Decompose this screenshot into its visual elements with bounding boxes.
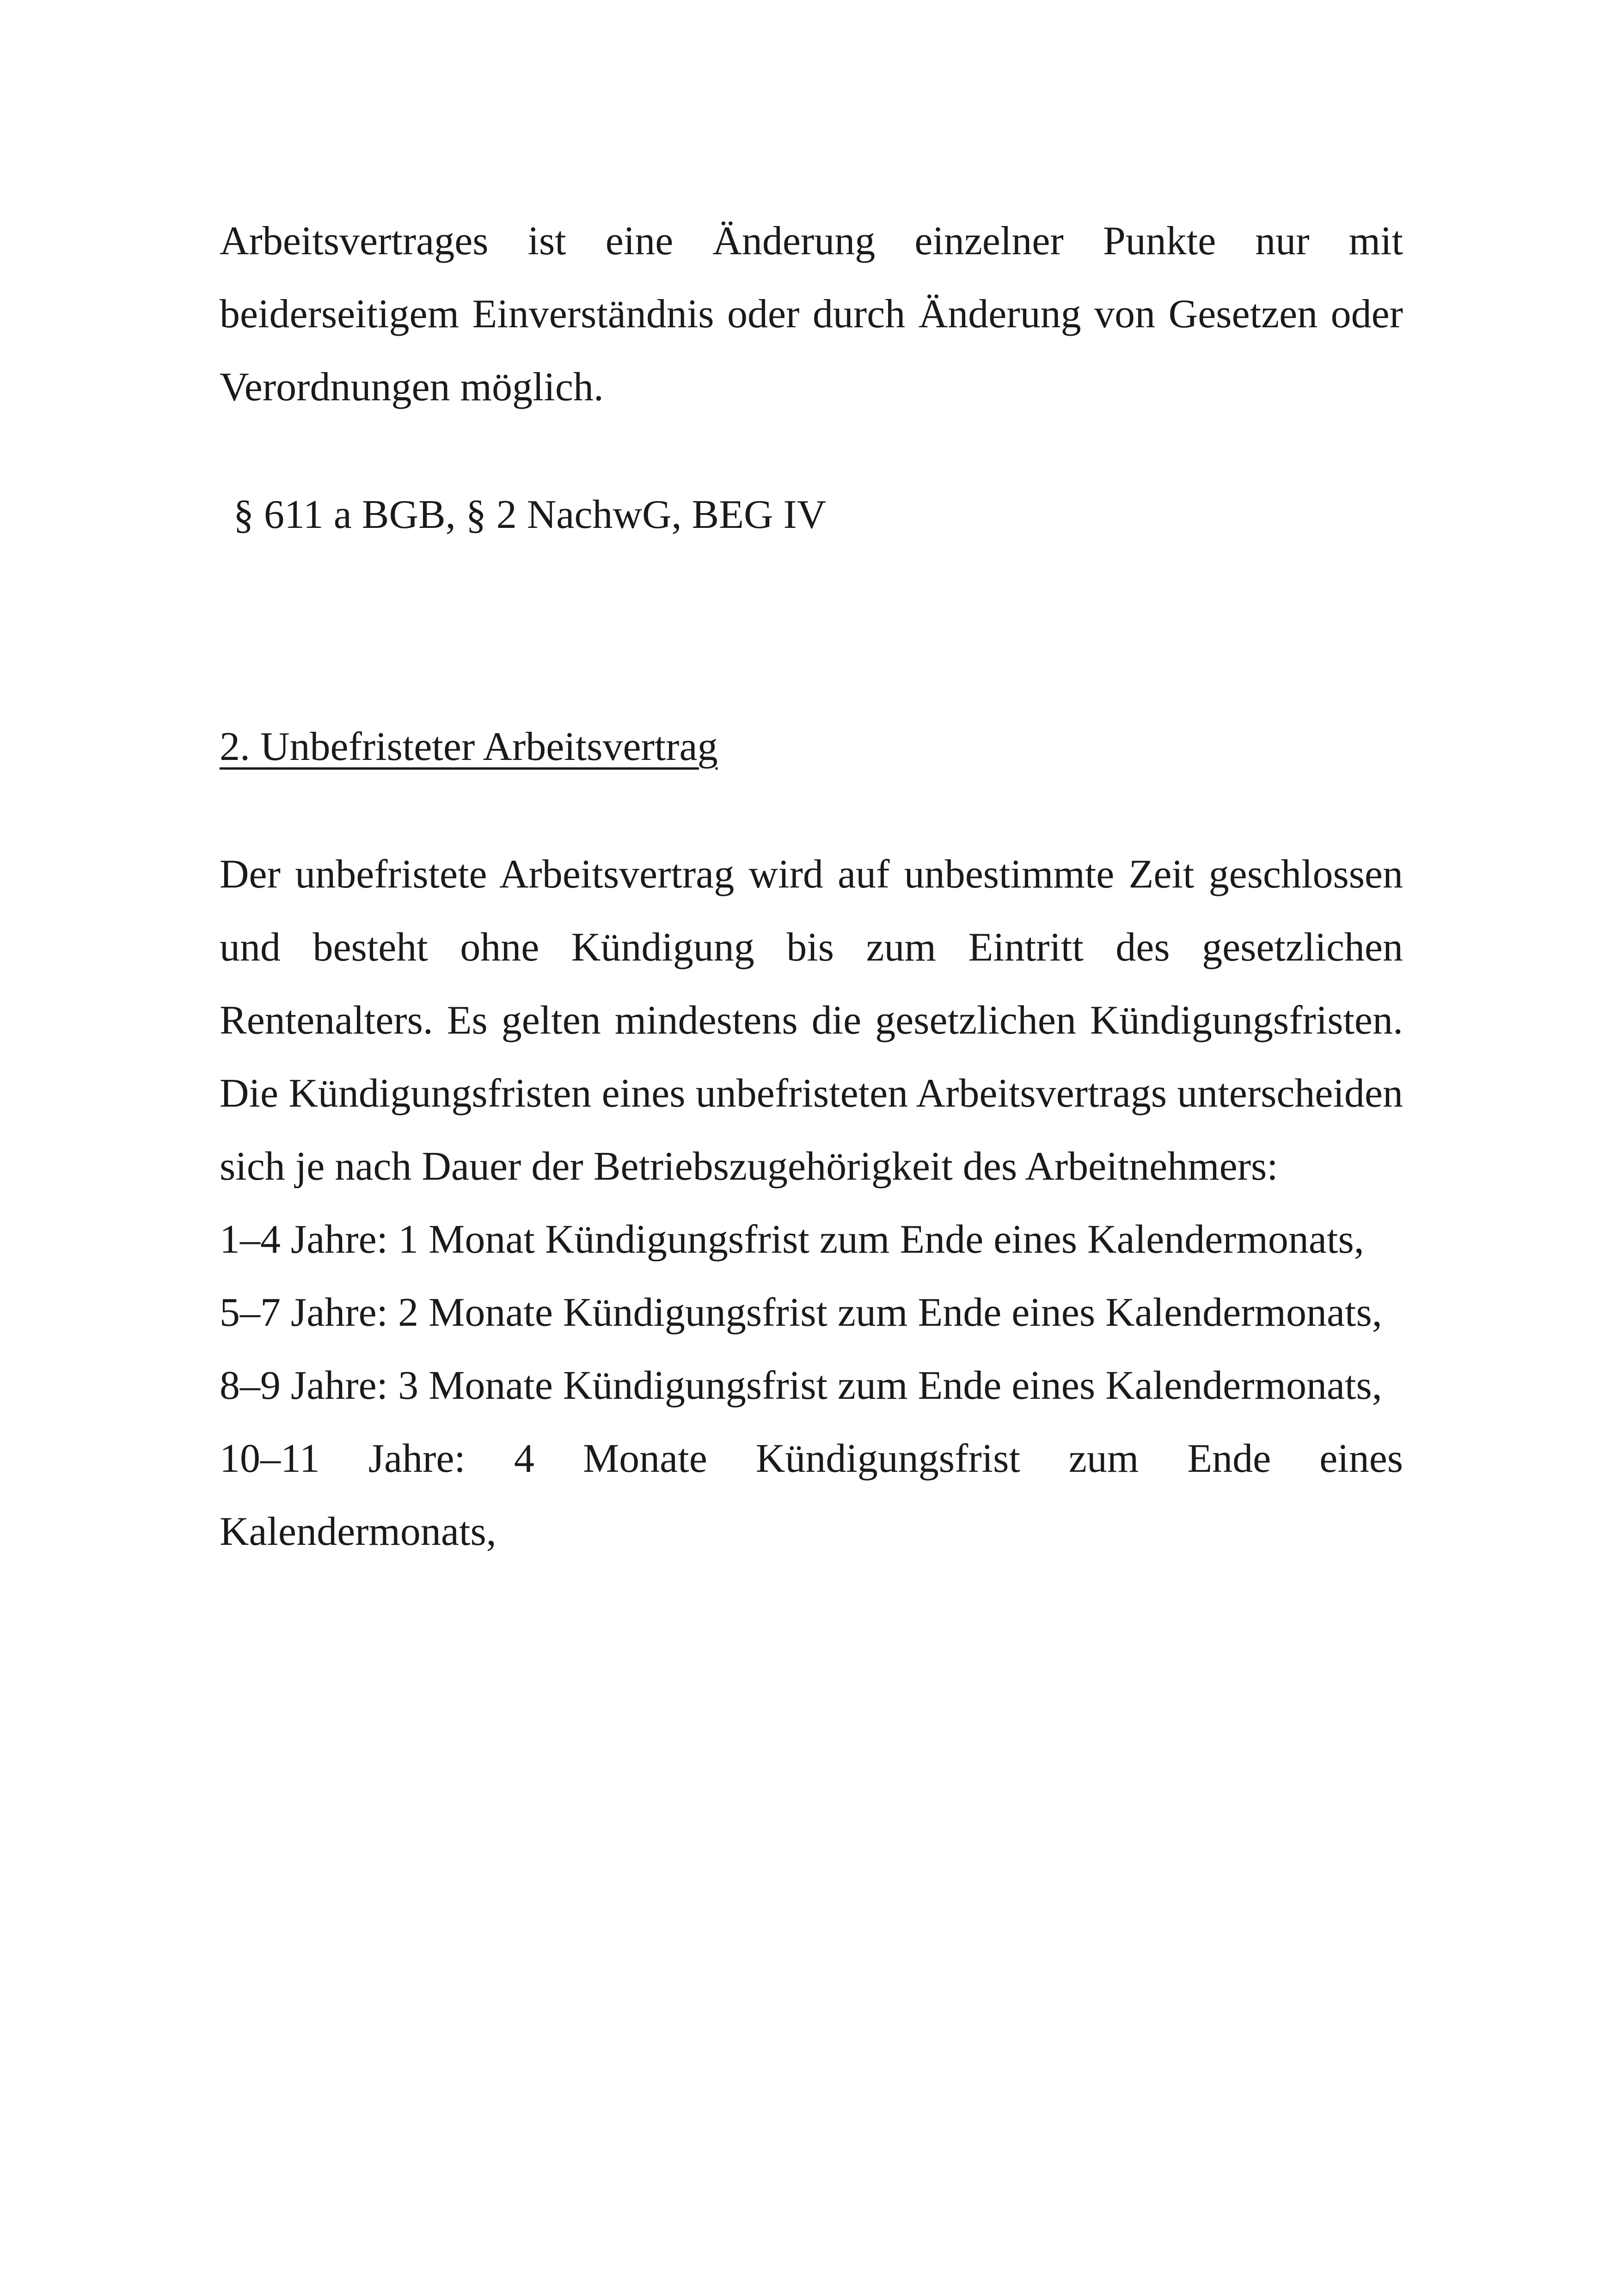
notice-period-item: 5–7 Jahre: 2 Monate Kündigungsfrist zum Ende eines Kalendermonats, (220, 1290, 1382, 1335)
legal-reference: § 611 a BGB, § 2 NachwG, BEG IV (233, 492, 827, 537)
section-intro-paragraph: Der unbefristete Arbeitsvertrag wird auf unbestimmte Zeit geschlossen und besteht ohne Kündigung bis zum Eintritt des gesetzlichen Rentenalters. Es gelten mindestens die gesetzlichen Kündigungsfristen. Die Kündigungsfristen eines unbefristeten Arbeitsvertrags unterscheiden sich je nach Dauer der Betriebszugehörigkeit des Arbeitnehmers: (220, 852, 1403, 1189)
notice-period-item: 8–9 Jahre: 3 Monate Kündigungsfrist zum Ende eines Kalendermonats, (220, 1363, 1382, 1408)
notice-period-item: 1–4 Jahre: 1 Monat Kündigungsfrist zum Ende eines Kalendermonats, (220, 1217, 1364, 1262)
notice-period-item: 10–11 Jahre: 4 Monate Kündigungsfrist zum Ende eines Kalendermonats, (220, 1436, 1403, 1554)
section-heading: 2. Unbefristeter Arbeitsvertrag (220, 724, 718, 769)
continuation-paragraph: Arbeitsvertrages ist eine Änderung einzelner Punkte nur mit beiderseitigem Einverständnis oder durch Änderung von Gesetzen oder Verordnungen möglich. (220, 219, 1403, 410)
notice-period-list (220, 1203, 1403, 1568)
page-content (220, 205, 1403, 1568)
